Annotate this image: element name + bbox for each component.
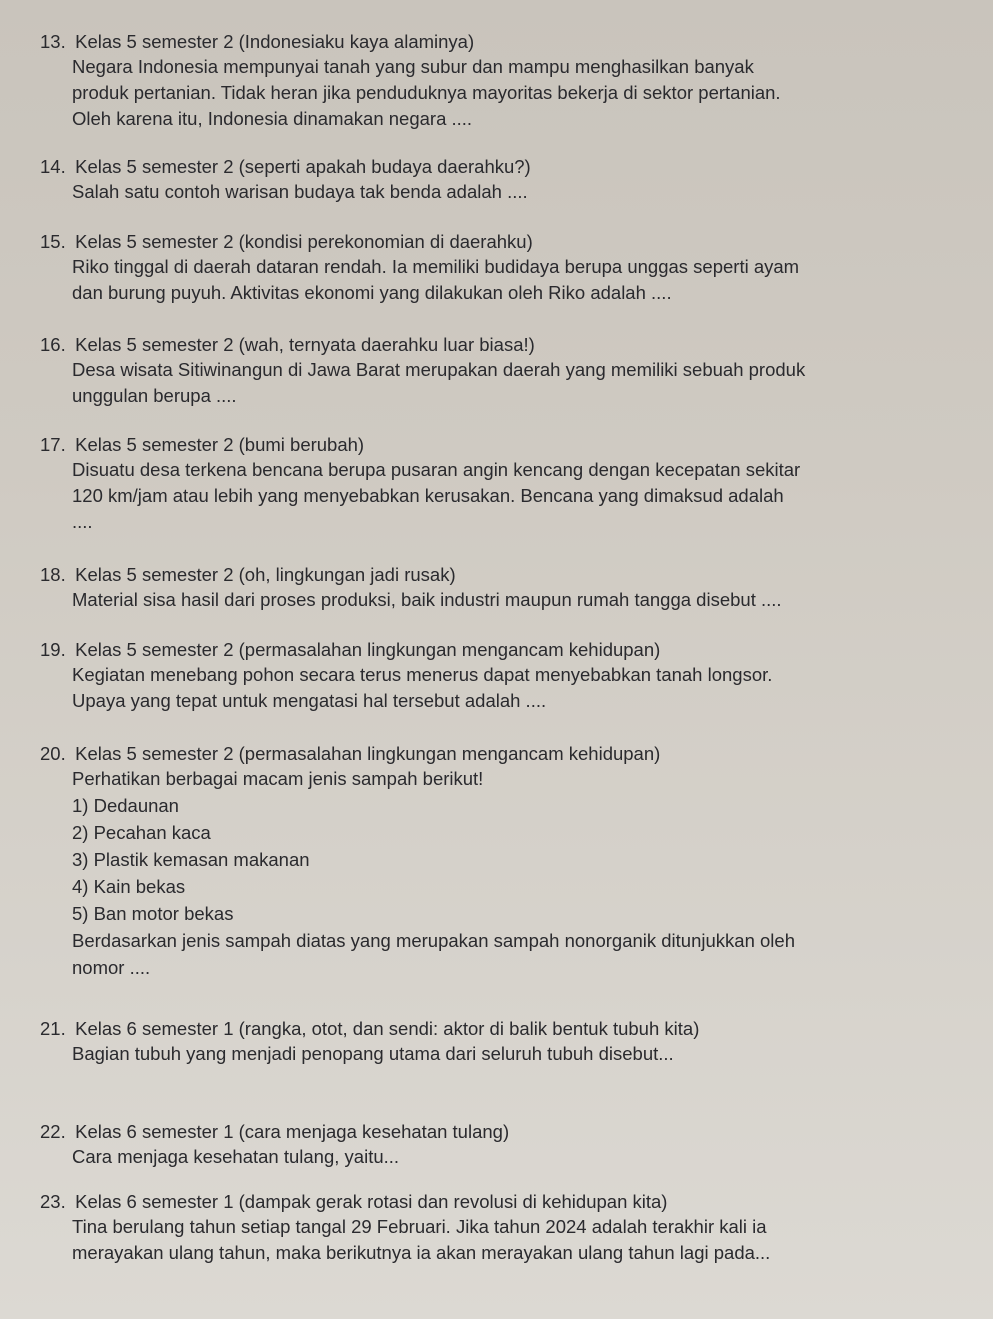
question-heading: Kelas 5 semester 2 (permasalahan lingkungan mengancam kehidupan) [75,743,661,764]
question-title [40,563,940,587]
question-number: 20. [40,743,66,764]
question-text [72,357,892,409]
question-line: Desa wisata Sitiwinangun di Jawa Barat merupakan daerah yang memiliki sebuah produk [72,359,806,380]
list-item: 2) Pecahan kaca [72,822,211,843]
list-item: 1) Dedaunan [72,795,179,816]
question-19 [40,638,940,714]
question-16 [40,333,940,409]
question-title [40,30,940,54]
question-number: 22. [40,1121,66,1142]
question-text [72,179,892,205]
question-title [40,333,940,357]
question-number: 15. [40,231,66,252]
question-14 [40,155,940,205]
question-title [40,155,940,179]
question-line: Cara menjaga kesehatan tulang, yaitu... [72,1146,400,1167]
question-line: merayakan ulang tahun, maka berikutnya ia akan merayakan ulang tahun lagi pada... [72,1242,771,1263]
question-number: 17. [40,434,66,455]
question-line: dan burung puyuh. Aktivitas ekonomi yang dilakukan oleh Riko adalah .... [72,282,672,303]
question-text [72,662,892,714]
question-title [40,742,940,766]
question-line: Oleh karena itu, Indonesia dinamakan negara .... [72,108,473,129]
question-line: 120 km/jam atau lebih yang menyebabkan kerusakan. Bencana yang dimaksud adalah [72,485,784,506]
question-line: Riko tinggal di daerah dataran rendah. Ia memiliki budidaya berupa unggas seperti ayam [72,256,800,277]
question-21 [40,1017,940,1067]
question-20 [40,742,940,981]
question-heading: Kelas 6 semester 1 (dampak gerak rotasi dan revolusi di kehidupan kita) [75,1191,668,1212]
question-22 [40,1120,940,1170]
question-line: Salah satu contoh warisan budaya tak benda adalah .... [72,181,528,202]
list-item: 3) Plastik kemasan makanan [72,849,310,870]
question-number: 19. [40,639,66,660]
question-text [72,54,892,132]
question-title [40,1190,940,1214]
question-line: produk pertanian. Tidak heran jika penduduknya mayoritas bekerja di sektor pertanian. [72,82,781,103]
question-line: Material sisa hasil dari proses produksi, baik industri maupun rumah tangga disebut .... [72,589,782,610]
question-line: Disuatu desa terkena bencana berupa pusaran angin kencang dengan kecepatan sekitar [72,459,801,480]
question-text [72,457,892,535]
question-line: Upaya yang tepat untuk mengatasi hal tersebut adalah .... [72,690,547,711]
question-title [40,1017,940,1041]
question-title [40,1120,940,1144]
question-heading: Kelas 6 semester 1 (rangka, otot, dan sendi: aktor di balik bentuk tubuh kita) [75,1018,700,1039]
question-number: 21. [40,1018,66,1039]
question-title [40,230,940,254]
question-text [72,254,892,306]
question-line: Negara Indonesia mempunyai tanah yang subur dan mampu menghasilkan banyak [72,56,754,77]
question-line: unggulan berupa .... [72,385,237,406]
question-text [72,766,892,792]
question-line: Perhatikan berbagai macam jenis sampah berikut! [72,768,484,789]
question-number: 23. [40,1191,66,1212]
question-text [72,1214,892,1266]
question-15 [40,230,940,306]
question-18 [40,563,940,613]
question-number: 13. [40,31,66,52]
question-line: .... [72,511,93,532]
question-heading: Kelas 5 semester 2 (kondisi perekonomian di daerahku) [75,231,533,252]
question-text [72,1144,892,1170]
waste-list [72,792,940,927]
question-heading: Kelas 5 semester 2 (wah, ternyata daerahku luar biasa!) [75,334,535,355]
question-line: Bagian tubuh yang menjadi penopang utama dari seluruh tubuh disebut... [72,1043,674,1064]
question-heading: Kelas 6 semester 1 (cara menjaga kesehatan tulang) [75,1121,510,1142]
question-line: nomor .... [72,957,151,978]
question-17 [40,433,940,535]
question-heading: Kelas 5 semester 2 (oh, lingkungan jadi rusak) [75,564,456,585]
question-heading: Kelas 5 semester 2 (Indonesiaku kaya alaminya) [75,31,475,52]
question-text [72,927,892,981]
question-text [72,1041,892,1067]
question-number: 18. [40,564,66,585]
question-13 [40,30,940,132]
question-23 [40,1190,940,1266]
question-title [40,433,940,457]
list-item: 5) Ban motor bekas [72,903,234,924]
question-line: Kegiatan menebang pohon secara terus menerus dapat menyebabkan tanah longsor. [72,664,773,685]
list-item: 4) Kain bekas [72,876,186,897]
question-line: Tina berulang tahun setiap tangal 29 Februari. Jika tahun 2024 adalah terakhir kali ia [72,1216,767,1237]
question-heading: Kelas 5 semester 2 (seperti apakah budaya daerahku?) [75,156,531,177]
question-number: 14. [40,156,66,177]
question-title [40,638,940,662]
question-number: 16. [40,334,66,355]
question-heading: Kelas 5 semester 2 (permasalahan lingkungan mengancam kehidupan) [75,639,661,660]
question-text [72,587,892,613]
question-heading: Kelas 5 semester 2 (bumi berubah) [75,434,365,455]
question-line: Berdasarkan jenis sampah diatas yang merupakan sampah nonorganik ditunjukkan oleh [72,930,795,951]
